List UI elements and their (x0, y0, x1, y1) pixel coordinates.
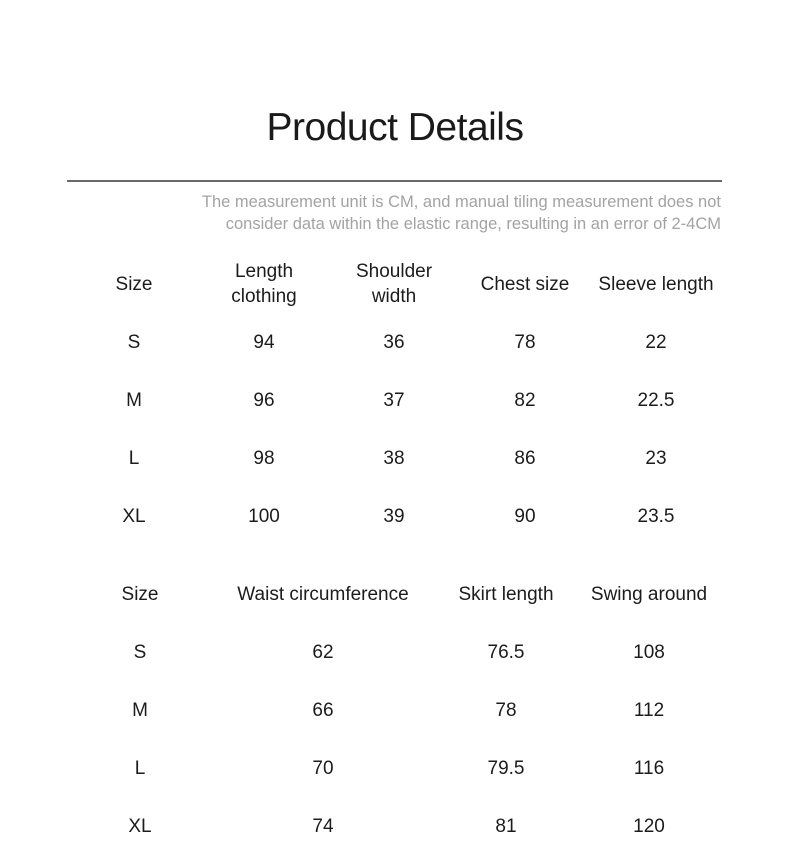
cell-shoulder: 37 (383, 389, 405, 411)
cell-size: L (134, 757, 146, 779)
table-row (0, 797, 790, 855)
cell-waist: 74 (312, 815, 334, 837)
table-row (0, 681, 790, 739)
table-header-row (0, 255, 790, 313)
cell-length: 98 (253, 447, 275, 469)
table-header-row (0, 565, 790, 623)
cell-waist: 66 (312, 699, 334, 721)
table-row (0, 371, 790, 429)
title-divider (67, 180, 722, 182)
cell-swing: 112 (633, 699, 665, 721)
header-sleeve-length: Sleeve length (598, 273, 714, 295)
note-line-1: The measurement unit is CM, and manual tiling measurement does not (201, 193, 721, 211)
table-row (0, 739, 790, 797)
header-size: Size (115, 273, 153, 295)
cell-sleeve: 23.5 (637, 505, 675, 527)
cell-shoulder: 39 (383, 505, 405, 527)
cell-length: 96 (253, 389, 275, 411)
cell-chest: 82 (514, 389, 536, 411)
cell-sleeve: 22.5 (637, 389, 675, 411)
cell-sleeve: 23 (645, 447, 667, 469)
page-title: Product Details (266, 106, 524, 149)
cell-skirt: 81 (495, 815, 517, 837)
cell-swing: 120 (633, 815, 665, 837)
cell-sleeve: 22 (645, 331, 667, 353)
cell-skirt: 79.5 (487, 757, 525, 779)
table-row (0, 487, 790, 545)
header-skirt-length: Skirt length (458, 583, 554, 605)
measurement-note (121, 191, 721, 235)
header-chest-size: Chest size (480, 273, 570, 295)
table-row (0, 313, 790, 371)
cell-chest: 86 (514, 447, 536, 469)
table-row (0, 623, 790, 681)
cell-swing: 116 (633, 757, 665, 779)
cell-swing: 108 (633, 641, 665, 663)
cell-length: 100 (248, 505, 280, 527)
cell-size: S (133, 641, 147, 663)
cell-size: L (128, 447, 140, 469)
table-row (0, 429, 790, 487)
cell-size: M (132, 699, 148, 721)
cell-skirt: 76.5 (487, 641, 525, 663)
cell-shoulder: 38 (383, 447, 405, 469)
cell-size: XL (122, 505, 146, 527)
cell-waist: 70 (312, 757, 334, 779)
cell-size: S (127, 331, 141, 353)
cell-size: M (126, 389, 142, 411)
header-length-clothing: Length clothing (231, 261, 297, 307)
note-line-2: consider data within the elastic range, resulting in an error of 2-4CM (225, 215, 721, 233)
cell-waist: 62 (312, 641, 334, 663)
cell-size: XL (128, 815, 152, 837)
cell-length: 94 (253, 331, 275, 353)
header-waist-circumference: Waist circumference (237, 583, 409, 605)
header-swing-around: Swing around (590, 583, 708, 605)
cell-chest: 90 (514, 505, 536, 527)
header-size: Size (121, 583, 159, 605)
cell-shoulder: 36 (383, 331, 405, 353)
cell-chest: 78 (514, 331, 536, 353)
cell-skirt: 78 (495, 699, 517, 721)
header-shoulder-width: Shoulder width (355, 261, 433, 307)
